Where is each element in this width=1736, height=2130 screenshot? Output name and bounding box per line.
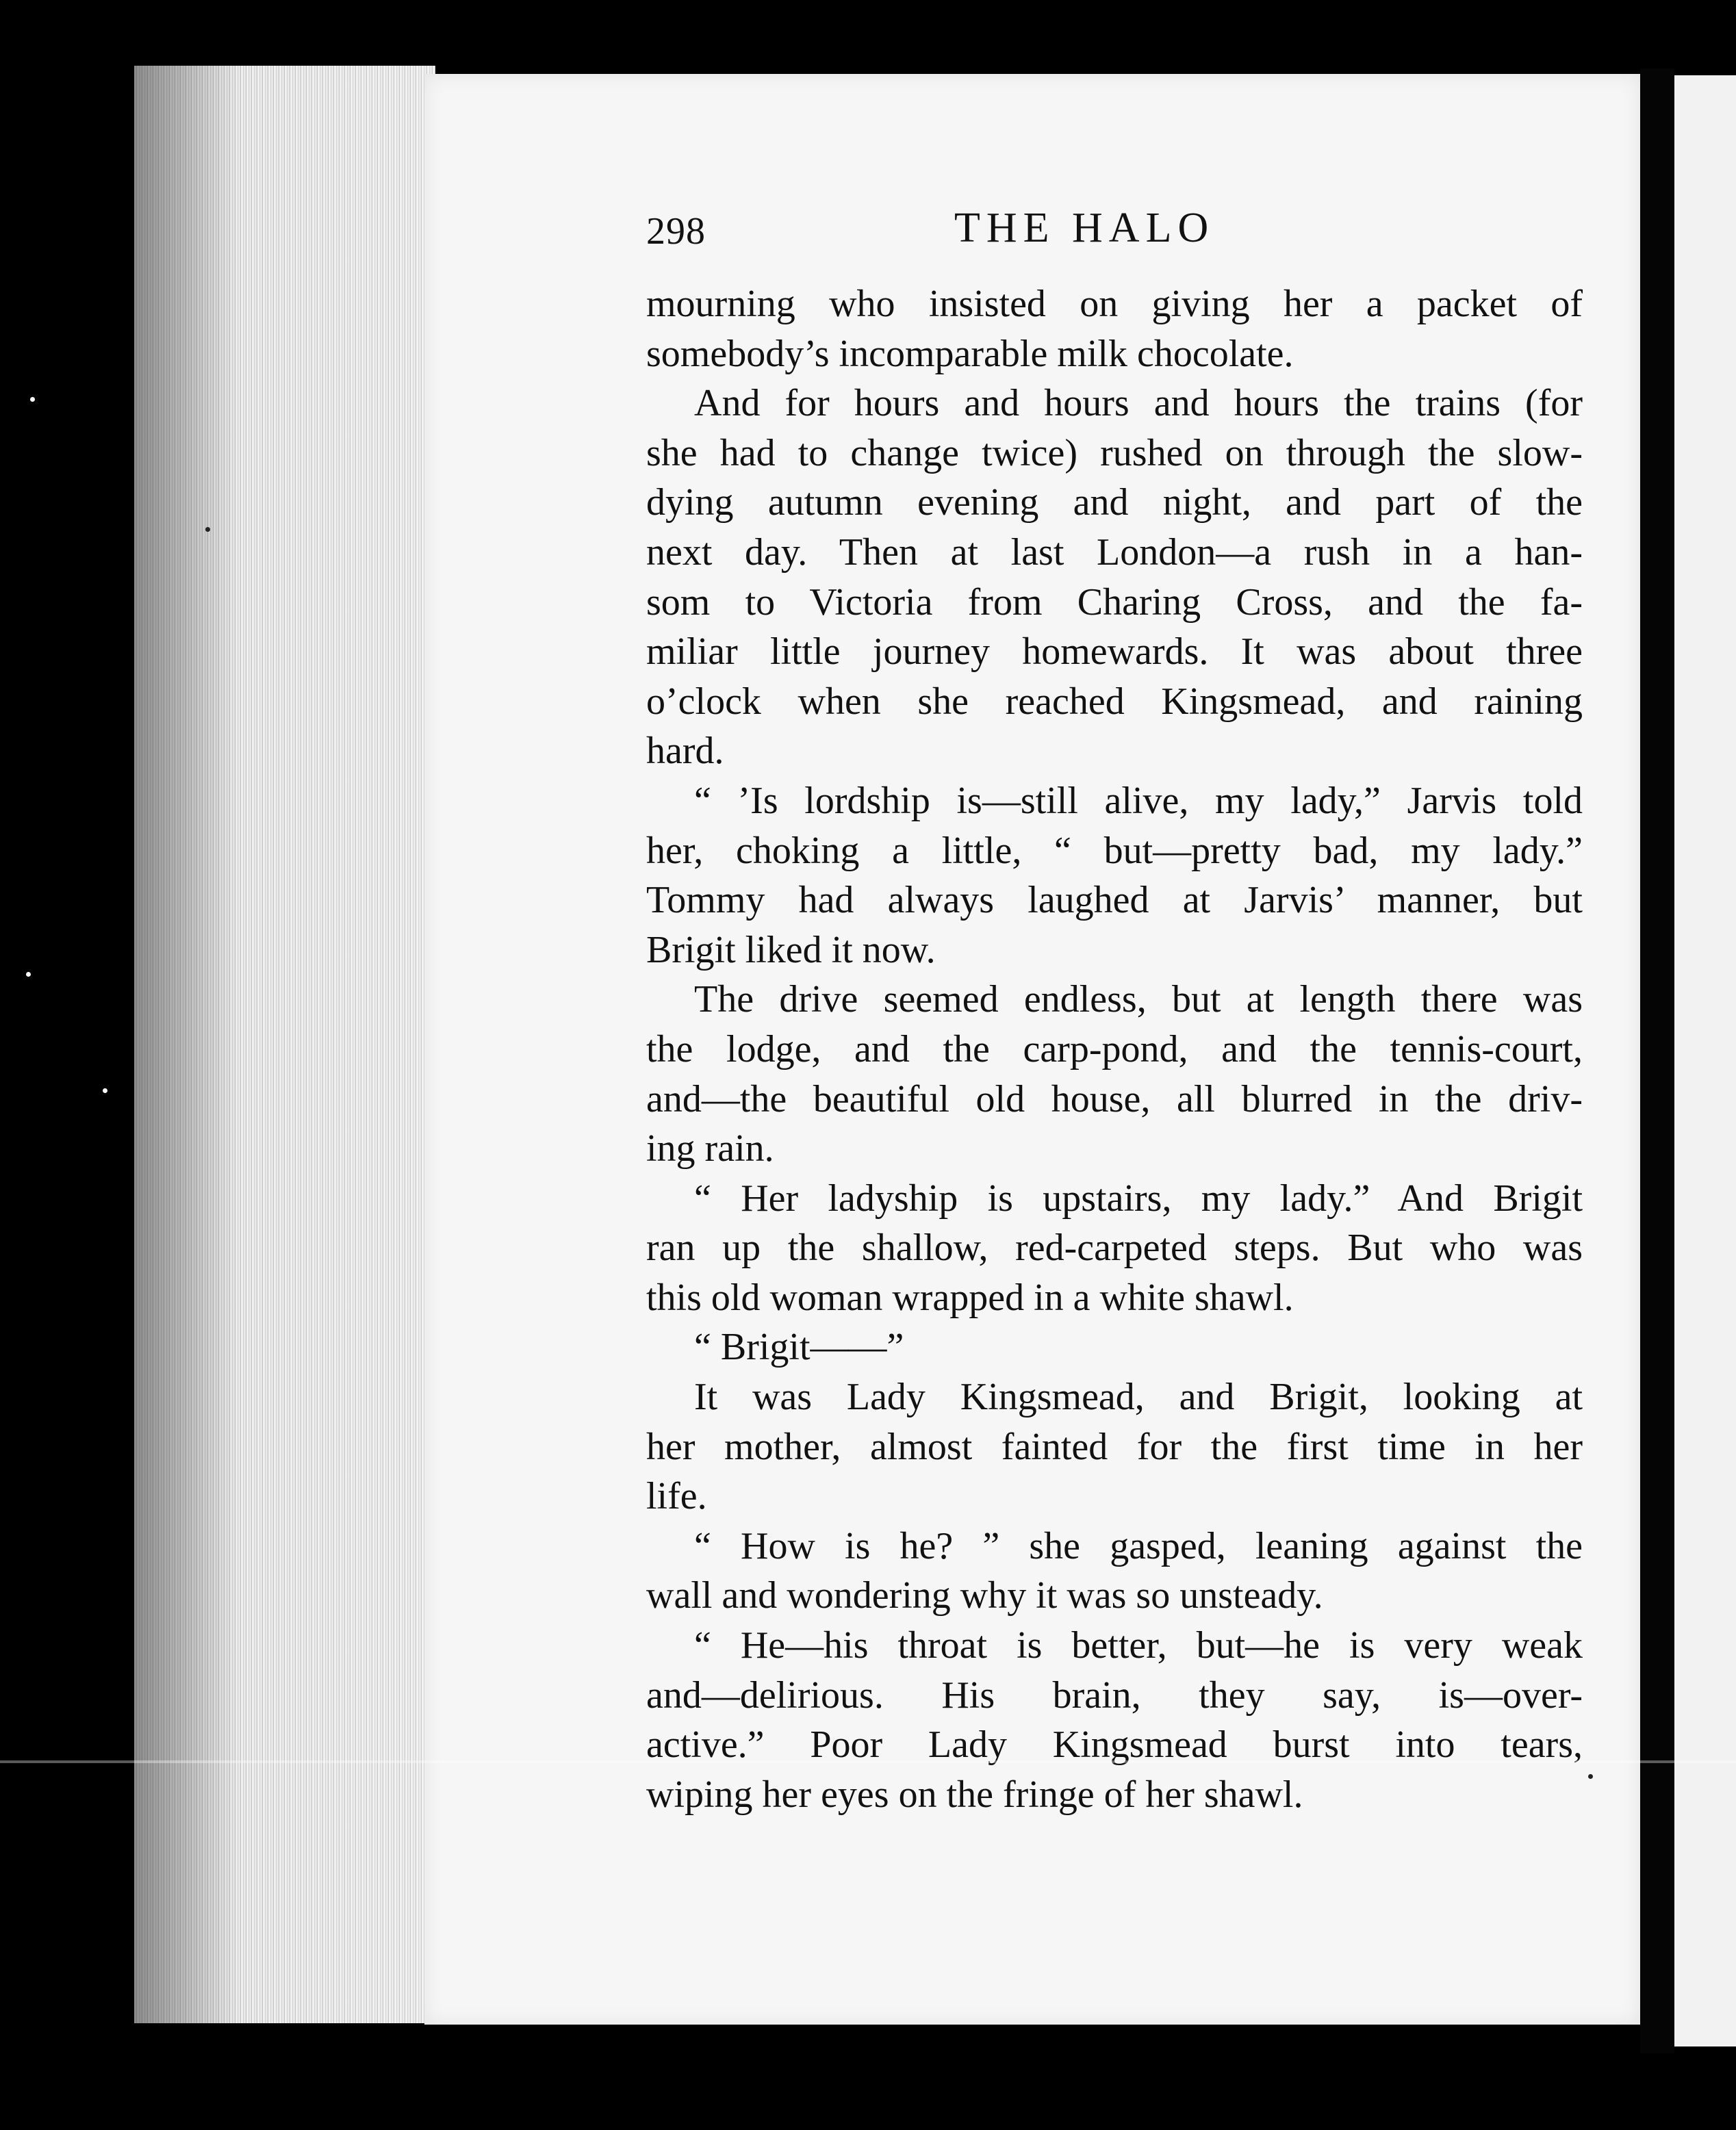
text-line: Tommy had always laughed at Jarvis’ manner, but	[646, 879, 1583, 922]
text-line: and—delirious. His brain, they say, is—over-	[646, 1673, 1583, 1717]
text-line: And for hours and hours and hours the trains (for	[694, 382, 1583, 425]
text-line: miliar little journey homewards. It was about three	[646, 630, 1583, 673]
dust-speck	[30, 397, 35, 402]
text-line: “ He—his throat is better, but—he is very weak	[694, 1624, 1583, 1667]
scan-artifact-line	[0, 1760, 1736, 1763]
text-line: “ Her ladyship is upstairs, my lady.” And Brigit	[694, 1177, 1583, 1220]
page-edge-shadow	[134, 66, 435, 2023]
text-line: somebody’s incomparable milk chocolate.	[646, 332, 1294, 375]
text-line: the lodge, and the carp-pond, and the tennis-court,	[646, 1027, 1583, 1070]
dust-speck	[103, 1088, 107, 1093]
text-line: her, choking a little, “ but—pretty bad, my lady.”	[646, 829, 1583, 872]
text-line: hard.	[646, 730, 724, 773]
text-line: “ How is he? ” she gasped, leaning against the	[694, 1524, 1583, 1567]
text-line: this old woman wrapped in a white shawl.	[646, 1276, 1294, 1319]
facing-page-edge	[1674, 75, 1736, 2046]
page-number: 298	[646, 210, 706, 253]
text-line: “ Brigit——”	[694, 1326, 904, 1369]
text-line: som to Victoria from Charing Cross, and the fa-	[646, 580, 1583, 624]
text-line: “ ’Is lordship is—still alive, my lady,” Jarvis told	[694, 779, 1583, 822]
text-line: next day. Then at last London—a rush in a han-	[646, 530, 1583, 574]
page-header	[646, 204, 1583, 259]
text-line: and—the beautiful old house, all blurred in the driv-	[646, 1077, 1583, 1120]
text-line: life.	[646, 1475, 707, 1518]
binding-gutter	[1640, 68, 1674, 2053]
body-text	[646, 279, 1583, 1819]
dust-speck	[205, 527, 210, 532]
text-line: her mother, almost fainted for the first time in her	[646, 1425, 1583, 1468]
text-line: active.” Poor Lady Kingsmead burst into tears,	[646, 1723, 1583, 1767]
dust-speck	[26, 972, 31, 977]
text-line: wiping her eyes on the fringe of her shawl.	[646, 1773, 1303, 1816]
dust-speck	[1588, 1774, 1593, 1779]
text-line: o’clock when she reached Kingsmead, and raining	[646, 680, 1583, 723]
text-line: The drive seemed endless, but at length there was	[694, 978, 1583, 1021]
text-line: she had to change twice) rushed on through the slow-	[646, 431, 1583, 474]
text-line: Brigit liked it now.	[646, 928, 936, 971]
text-line: mourning who insisted on giving her a packet of	[646, 283, 1583, 325]
text-line: ing rain.	[646, 1127, 774, 1170]
text-line: It was Lady Kingsmead, and Brigit, looking at	[694, 1376, 1583, 1419]
text-line: ran up the shallow, red-carpeted steps. But who was	[646, 1227, 1583, 1270]
text-line: wall and wondering why it was so unsteady.	[646, 1574, 1323, 1617]
running-title: THE HALO	[954, 205, 1215, 251]
text-line: dying autumn evening and night, and part of the	[646, 481, 1583, 524]
